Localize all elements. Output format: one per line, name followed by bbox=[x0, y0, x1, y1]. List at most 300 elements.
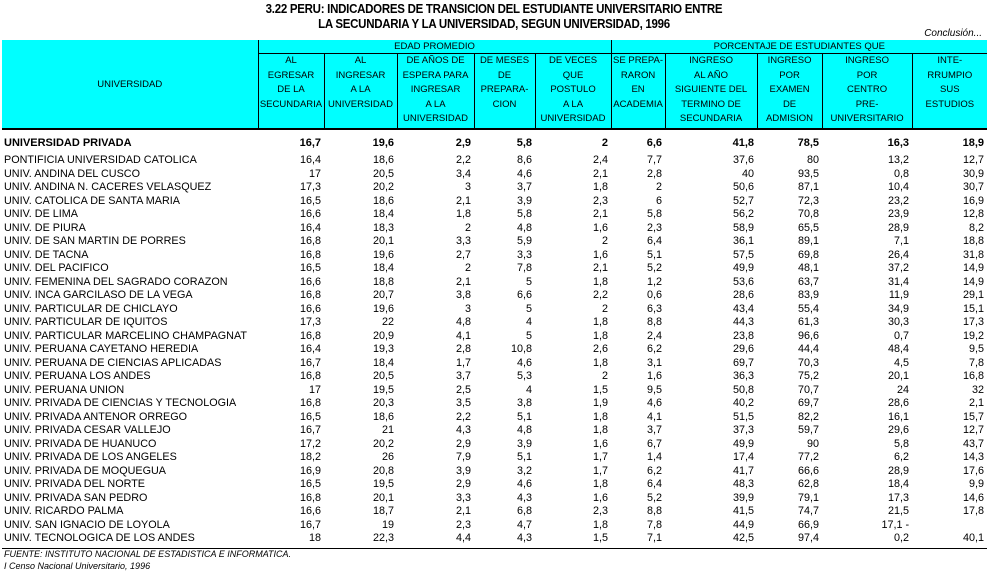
value-cell: 2,8 bbox=[455, 343, 471, 355]
value-cell: 7,1 bbox=[894, 235, 910, 247]
continuation-note: Conclusión... bbox=[924, 28, 982, 39]
column-header-line: CENTRO bbox=[846, 84, 888, 95]
value-cell: 16,4 bbox=[299, 343, 321, 355]
column-header-line: EXAMEN bbox=[769, 84, 810, 95]
value-cell: 20,5 bbox=[372, 167, 394, 180]
value-cell: 19,6 bbox=[372, 248, 394, 261]
value-cell: 16,9 bbox=[299, 464, 321, 477]
university-name: UNIV. PRIVADA CESAR VALLEJO bbox=[4, 424, 171, 436]
value-cell: 44,9 bbox=[733, 518, 755, 531]
value-cell: 16,7 bbox=[299, 137, 321, 150]
value-cell: 2,9 bbox=[455, 478, 471, 490]
table-row bbox=[2, 262, 987, 276]
table-row bbox=[2, 208, 987, 222]
value-cell: 1,7 bbox=[455, 356, 471, 369]
value-cell: 36,3 bbox=[733, 370, 755, 382]
table-row bbox=[2, 370, 987, 384]
value-cell: 6,3 bbox=[647, 302, 663, 315]
value-cell: 41,7 bbox=[733, 464, 755, 477]
value-cell: 16,7 bbox=[299, 518, 321, 531]
value-cell: 14,9 bbox=[963, 275, 985, 288]
value-cell: 34,9 bbox=[888, 302, 910, 315]
value-cell: 4,5 bbox=[894, 356, 910, 369]
value-cell: 44,3 bbox=[733, 316, 755, 328]
value-cell: 70,7 bbox=[798, 383, 820, 396]
value-cell: 0,6 bbox=[647, 289, 663, 301]
value-cell: 2,4 bbox=[647, 329, 663, 342]
university-name: UNIV. FEMENINA DEL SAGRADO CORAZON bbox=[4, 275, 228, 288]
value-cell: 12,7 bbox=[963, 154, 985, 166]
footer-census: I Censo Nacional Universitario, 1996 bbox=[4, 561, 151, 571]
value-cell: 20,5 bbox=[372, 370, 394, 382]
value-cell: 30,7 bbox=[963, 181, 985, 193]
value-cell: 22 bbox=[381, 316, 394, 328]
value-cell: 75,2 bbox=[798, 370, 820, 382]
value-cell: 2 bbox=[464, 262, 471, 274]
value-cell: 44,4 bbox=[798, 343, 820, 355]
value-cell: 49,9 bbox=[733, 262, 755, 274]
value-cell: 1,4 bbox=[647, 451, 663, 463]
value-cell: 51,5 bbox=[733, 410, 755, 423]
value-cell: 1,8 bbox=[455, 208, 471, 220]
value-cell: 4,3 bbox=[455, 424, 471, 436]
university-name: UNIV. PRIVADA DE CIENCIAS Y TECNOLOGIA bbox=[4, 397, 237, 409]
value-cell: 5,8 bbox=[647, 208, 663, 220]
value-cell: 74,7 bbox=[798, 505, 820, 517]
table-row bbox=[2, 316, 987, 330]
value-cell: 0,2 bbox=[894, 532, 910, 544]
value-cell: 70,3 bbox=[798, 356, 820, 369]
value-cell: 6,2 bbox=[894, 451, 910, 463]
value-cell: 2,4 bbox=[593, 154, 609, 166]
value-cell: 40 bbox=[742, 167, 755, 180]
column-header-line: ADMISION bbox=[766, 113, 814, 124]
value-cell: 29,6 bbox=[888, 424, 910, 436]
value-cell: 17 bbox=[308, 383, 321, 396]
university-name: UNIV. DE PIURA bbox=[4, 221, 86, 234]
value-cell: 36,1 bbox=[733, 235, 755, 247]
value-cell: 2,1 bbox=[969, 397, 985, 409]
column-header bbox=[535, 54, 611, 130]
value-cell: 1,6 bbox=[593, 437, 609, 450]
column-header-line: POR bbox=[779, 69, 800, 81]
university-name: UNIV. PERUANA CAYETANO HEREDIA bbox=[4, 343, 199, 355]
header-group-porcentaje: PORCENTAJE DE ESTUDIANTES QUE bbox=[611, 40, 987, 54]
value-cell: 21 bbox=[381, 424, 394, 436]
value-cell: 17,3 bbox=[888, 491, 910, 504]
column-header bbox=[665, 54, 757, 130]
value-cell: 17 bbox=[308, 167, 321, 180]
value-cell: 14,3 bbox=[963, 451, 985, 463]
value-cell: 19,2 bbox=[963, 329, 985, 342]
university-name: UNIV. PRIVADA DEL NORTE bbox=[4, 478, 146, 490]
value-cell: 63,7 bbox=[798, 275, 820, 288]
column-header-line: INTE- bbox=[937, 55, 963, 66]
value-cell: 3,3 bbox=[516, 248, 532, 261]
value-cell: 4,4 bbox=[455, 532, 471, 544]
value-cell: 16,1 bbox=[888, 410, 910, 423]
value-cell: 18,7 bbox=[372, 505, 394, 517]
value-cell: 26 bbox=[381, 451, 394, 463]
university-name: UNIV. PERUANA DE CIENCIAS APLICADAS bbox=[4, 356, 222, 369]
value-cell: 19,5 bbox=[372, 478, 394, 490]
value-cell: 8,2 bbox=[969, 221, 985, 234]
value-cell: 16,7 bbox=[299, 424, 321, 436]
value-cell: 1,6 bbox=[593, 491, 609, 504]
column-header-line: SUS bbox=[940, 84, 960, 95]
value-cell: 1,8 bbox=[593, 329, 609, 342]
value-cell: 3,8 bbox=[516, 397, 532, 409]
column-header-line: PRE- bbox=[855, 98, 879, 110]
value-cell: 1,8 bbox=[593, 478, 609, 490]
value-cell: 18,8 bbox=[372, 275, 394, 288]
value-cell: 5,1 bbox=[516, 451, 532, 463]
value-cell: 58,9 bbox=[733, 221, 755, 234]
value-cell: 66,6 bbox=[798, 464, 820, 477]
value-cell: 1,8 bbox=[593, 424, 609, 436]
value-cell: 5 bbox=[525, 329, 532, 342]
value-cell: 4,8 bbox=[455, 316, 471, 328]
value-cell: 19 bbox=[381, 518, 394, 531]
value-cell: 69,7 bbox=[733, 356, 755, 369]
column-header-line: A LA bbox=[425, 98, 446, 110]
value-cell: 50,8 bbox=[733, 383, 755, 396]
value-cell: 8,8 bbox=[647, 316, 663, 328]
column-header-line: AL AÑO bbox=[694, 69, 729, 81]
value-cell: 28,9 bbox=[888, 221, 910, 234]
value-cell: 8,8 bbox=[647, 505, 663, 517]
column-header-line: POSTULO bbox=[550, 84, 596, 95]
value-cell: 69,8 bbox=[798, 248, 820, 261]
value-cell: 1,6 bbox=[647, 370, 663, 382]
value-cell: 1,2 bbox=[647, 275, 663, 288]
value-cell: 43,4 bbox=[733, 302, 755, 315]
column-header-line: ESPERA PARA bbox=[402, 69, 469, 81]
value-cell: 4,6 bbox=[516, 478, 532, 490]
column-header bbox=[611, 54, 665, 130]
value-cell: 21,5 bbox=[888, 505, 910, 517]
value-cell: 69,7 bbox=[798, 397, 820, 409]
column-header-line: EN bbox=[631, 84, 645, 95]
value-cell: 6,2 bbox=[647, 464, 663, 477]
value-cell: 16,5 bbox=[299, 262, 321, 274]
value-cell: 18,4 bbox=[372, 262, 394, 274]
value-cell: 16,6 bbox=[299, 208, 321, 220]
value-cell: 23,9 bbox=[888, 208, 910, 220]
value-cell: 4 bbox=[525, 383, 532, 396]
value-cell: 57,5 bbox=[733, 248, 755, 261]
value-cell: 3,9 bbox=[516, 437, 532, 450]
value-cell: 6 bbox=[656, 194, 663, 207]
value-cell: 28,6 bbox=[888, 397, 910, 409]
value-cell: 1,8 bbox=[593, 356, 609, 369]
university-name: UNIV. ANDINA DEL CUSCO bbox=[4, 167, 140, 180]
column-header-line: DE AÑOS DE bbox=[406, 55, 465, 66]
table-row bbox=[2, 505, 987, 519]
column-header bbox=[397, 54, 474, 130]
column-header-line: RRUMPIO bbox=[927, 69, 973, 81]
value-cell: 2,3 bbox=[455, 518, 471, 531]
column-header-line: EGRESAR bbox=[267, 69, 315, 81]
value-cell: 2,1 bbox=[455, 194, 471, 207]
value-cell: 4,6 bbox=[516, 356, 532, 369]
value-cell: 7,9 bbox=[455, 451, 471, 463]
value-cell: 40,2 bbox=[733, 397, 755, 409]
table-row bbox=[2, 451, 987, 465]
value-cell: 42,5 bbox=[733, 532, 755, 544]
value-cell: 18 bbox=[308, 532, 321, 544]
value-cell: 87,1 bbox=[798, 181, 820, 193]
table-row bbox=[2, 235, 987, 249]
value-cell: 39,9 bbox=[733, 491, 755, 504]
value-cell: 2,2 bbox=[593, 289, 609, 301]
value-cell: 16,3 bbox=[887, 137, 910, 150]
value-cell: 40,1 bbox=[963, 532, 985, 544]
column-header-line: DE MESES bbox=[479, 55, 530, 66]
table-row bbox=[2, 303, 987, 317]
column-header-line: POR bbox=[856, 69, 878, 81]
value-cell: 19,6 bbox=[372, 302, 394, 315]
page-subtitle: LA SECUNDARIA Y LA UNIVERSIDAD, SEGUN UNIVERSIDAD, 1996 bbox=[318, 17, 670, 31]
value-cell: 9,5 bbox=[647, 383, 663, 396]
column-header-line: CION bbox=[492, 98, 517, 110]
university-name: UNIV. INCA GARCILASO DE LA VEGA bbox=[4, 289, 193, 301]
university-name: UNIV. CATOLICA DE SANTA MARIA bbox=[4, 194, 180, 207]
value-cell: 4,3 bbox=[516, 491, 532, 504]
value-cell: 16,8 bbox=[299, 235, 321, 247]
value-cell: 1,6 bbox=[593, 221, 609, 234]
table-row bbox=[2, 222, 987, 236]
value-cell: 4,8 bbox=[516, 424, 532, 436]
value-cell: 19,6 bbox=[372, 137, 394, 150]
value-cell: 2 bbox=[602, 370, 609, 382]
value-cell: 78,5 bbox=[797, 137, 820, 150]
value-cell: 7,8 bbox=[516, 262, 532, 274]
column-header-line: QUE bbox=[562, 69, 584, 81]
value-cell: 2,6 bbox=[593, 343, 609, 355]
value-cell: 70,8 bbox=[798, 208, 820, 220]
table-row bbox=[2, 478, 987, 492]
university-name: UNIV. PRIVADA ANTENOR ORREGO bbox=[4, 410, 187, 423]
value-cell: 16,7 bbox=[299, 356, 321, 369]
value-cell: 5,2 bbox=[647, 491, 663, 504]
value-cell: 16,8 bbox=[299, 289, 321, 301]
value-cell: 2,9 bbox=[455, 137, 471, 150]
value-cell: 6,2 bbox=[647, 343, 663, 355]
value-cell: 20,1 bbox=[372, 491, 394, 504]
value-cell: 1,7 bbox=[593, 451, 609, 463]
table-row bbox=[2, 330, 987, 344]
column-header-line: DE VECES bbox=[549, 55, 598, 66]
value-cell: 28,6 bbox=[733, 289, 755, 301]
table-row bbox=[2, 465, 987, 479]
value-cell: 52,7 bbox=[733, 194, 755, 207]
column-header-line: PREPARA- bbox=[480, 84, 529, 95]
value-cell: 93,5 bbox=[798, 167, 820, 180]
column-header-line: SIGUIENTE DEL bbox=[674, 84, 748, 95]
value-cell: 5 bbox=[525, 275, 532, 288]
value-cell: 4 bbox=[525, 316, 532, 328]
value-cell: 66,9 bbox=[798, 518, 820, 531]
value-cell: 17,3 bbox=[299, 316, 321, 328]
value-cell: 5,1 bbox=[647, 248, 663, 261]
university-name: UNIV. ANDINA N. CACERES VELASQUEZ bbox=[4, 181, 212, 193]
column-header-line: ESTUDIOS bbox=[925, 98, 975, 110]
value-cell: 48,4 bbox=[888, 343, 910, 355]
value-cell: 4,8 bbox=[516, 221, 532, 234]
value-cell: 3,4 bbox=[455, 167, 471, 180]
value-cell: 6,4 bbox=[647, 478, 663, 490]
value-cell: 16,8 bbox=[299, 491, 321, 504]
table-row bbox=[2, 397, 987, 411]
column-header bbox=[324, 54, 397, 130]
value-cell: 12,7 bbox=[963, 424, 985, 436]
value-cell: 80 bbox=[807, 154, 820, 166]
value-cell: 4,3 bbox=[516, 532, 532, 544]
university-name: UNIV. PERUANA LOS ANDES bbox=[4, 370, 151, 382]
value-cell: 28,9 bbox=[888, 464, 910, 477]
university-name: UNIV. SAN IGNACIO DE LOYOLA bbox=[4, 518, 170, 531]
value-cell: 3 bbox=[464, 302, 471, 315]
university-name: UNIV. PRIVADA SAN PEDRO bbox=[4, 491, 148, 504]
value-cell: 0,7 bbox=[894, 329, 910, 342]
value-cell: 16,6 bbox=[299, 275, 321, 288]
column-header-line: UNIVERSIDAD bbox=[540, 113, 606, 124]
university-name: UNIV. TECNOLOGICA DE LOS ANDES bbox=[4, 532, 195, 544]
university-name: UNIV. PRIVADA DE MOQUEGUA bbox=[4, 464, 166, 477]
column-header-line: INGRESAR bbox=[410, 84, 461, 95]
value-cell: 2 bbox=[656, 181, 663, 193]
value-cell: 30,9 bbox=[963, 167, 985, 180]
footer-source: FUENTE: INSTITUTO NACIONAL DE ESTADISTICA E INFORMATICA. bbox=[4, 549, 292, 559]
value-cell: 3,3 bbox=[455, 491, 471, 504]
value-cell: 3,3 bbox=[455, 235, 471, 247]
value-cell: 37,2 bbox=[888, 262, 910, 274]
value-cell: 5 bbox=[525, 302, 532, 315]
table-row bbox=[2, 411, 987, 425]
value-cell bbox=[912, 519, 987, 533]
value-cell: 62,8 bbox=[798, 478, 820, 490]
table-header bbox=[2, 40, 987, 129]
value-cell: 18,6 bbox=[372, 410, 394, 423]
table-row bbox=[2, 276, 987, 290]
value-cell: 15,1 bbox=[963, 302, 985, 315]
value-cell: 20,1 bbox=[372, 235, 394, 247]
value-cell: 2 bbox=[601, 137, 609, 150]
value-cell: 2,3 bbox=[593, 505, 609, 517]
value-cell: 48,1 bbox=[798, 262, 820, 274]
value-cell: 37,6 bbox=[733, 154, 755, 166]
value-cell: 59,7 bbox=[798, 424, 820, 436]
column-header-line: DE bbox=[782, 98, 797, 110]
value-cell: 20,7 bbox=[372, 289, 394, 301]
column-header-line: RARON bbox=[620, 69, 656, 81]
value-cell: 77,2 bbox=[798, 451, 820, 463]
value-cell: 16,8 bbox=[963, 370, 985, 382]
value-cell: 17,4 bbox=[733, 451, 755, 463]
value-cell: 17,2 bbox=[299, 437, 321, 450]
value-cell: 18,8 bbox=[963, 235, 985, 247]
value-cell: 18,2 bbox=[299, 451, 321, 463]
table-row bbox=[2, 357, 987, 371]
value-cell: 5,1 bbox=[516, 410, 532, 423]
value-cell: 16,5 bbox=[299, 194, 321, 207]
column-header-line: SE PREPA- bbox=[613, 55, 664, 66]
value-cell: 41,8 bbox=[732, 137, 755, 150]
value-cell: 2,7 bbox=[455, 248, 471, 261]
university-name: UNIV. RICARDO PALMA bbox=[4, 505, 124, 517]
value-cell: 18,9 bbox=[962, 137, 985, 150]
column-header-line: INGRESO bbox=[689, 55, 733, 66]
value-cell: 90 bbox=[807, 437, 820, 450]
value-cell: 5,8 bbox=[516, 208, 532, 220]
value-cell: 14,6 bbox=[963, 491, 985, 504]
indicators-table bbox=[2, 40, 987, 550]
value-cell: 18,4 bbox=[372, 208, 394, 220]
value-cell: 2 bbox=[464, 221, 471, 234]
value-cell: 4,6 bbox=[647, 397, 663, 409]
column-header-line: SECUNDARIA bbox=[679, 113, 743, 124]
column-header-line: UNIVERSIDAD bbox=[328, 98, 393, 110]
value-cell: 16,5 bbox=[299, 410, 321, 423]
value-cell: 16,5 bbox=[299, 478, 321, 490]
table-row bbox=[2, 343, 987, 357]
value-cell: 11,9 bbox=[888, 289, 910, 301]
value-cell: 3 bbox=[464, 181, 471, 193]
value-cell: 1,8 bbox=[593, 518, 609, 531]
value-cell: 18,4 bbox=[888, 478, 910, 490]
value-cell: 7,7 bbox=[647, 154, 663, 166]
value-cell: 50,6 bbox=[733, 181, 755, 193]
university-name: UNIV. DE LIMA bbox=[4, 208, 79, 220]
value-cell: 61,3 bbox=[798, 316, 820, 328]
value-cell: 82,2 bbox=[798, 410, 820, 423]
value-cell: 5,2 bbox=[647, 262, 663, 274]
value-cell: 20,1 bbox=[888, 370, 910, 382]
value-cell: 24 bbox=[897, 383, 910, 396]
university-name: UNIV. PARTICULAR DE IQUITOS bbox=[4, 316, 168, 328]
column-header bbox=[912, 54, 987, 130]
column-header-line: INGRESO bbox=[845, 55, 889, 66]
value-cell: 3,9 bbox=[516, 194, 532, 207]
value-cell: 56,2 bbox=[733, 208, 755, 220]
value-cell: 6,7 bbox=[647, 437, 663, 450]
table-row bbox=[2, 532, 987, 550]
column-header-line: INGRESAR bbox=[335, 69, 386, 81]
value-cell: 7,1 bbox=[647, 532, 663, 544]
table-row bbox=[2, 492, 987, 506]
value-cell: 6,8 bbox=[516, 505, 532, 517]
column-header-line: INGRESO bbox=[767, 55, 812, 66]
value-cell: 3,7 bbox=[455, 370, 471, 382]
value-cell: 3,7 bbox=[516, 181, 532, 193]
value-cell: 18,6 bbox=[372, 154, 394, 166]
value-cell: 18,4 bbox=[372, 356, 394, 369]
value-cell: 19,5 bbox=[372, 383, 394, 396]
value-cell: 5,3 bbox=[516, 370, 532, 382]
value-cell: 20,8 bbox=[372, 464, 394, 477]
value-cell: 7,8 bbox=[647, 518, 663, 531]
value-cell: 4,1 bbox=[647, 410, 663, 423]
value-cell: 3,7 bbox=[647, 424, 663, 436]
column-header-line: DE bbox=[497, 69, 512, 81]
university-name: UNIV. DE TACNA bbox=[4, 248, 89, 261]
column-header-line: AL bbox=[285, 55, 297, 66]
university-name: UNIV. PARTICULAR MARCELINO CHAMPAGNAT bbox=[4, 329, 247, 342]
table-row bbox=[2, 181, 987, 195]
university-name: UNIV. DE SAN MARTIN DE PORRES bbox=[4, 235, 186, 247]
value-cell: 89,1 bbox=[798, 235, 820, 247]
